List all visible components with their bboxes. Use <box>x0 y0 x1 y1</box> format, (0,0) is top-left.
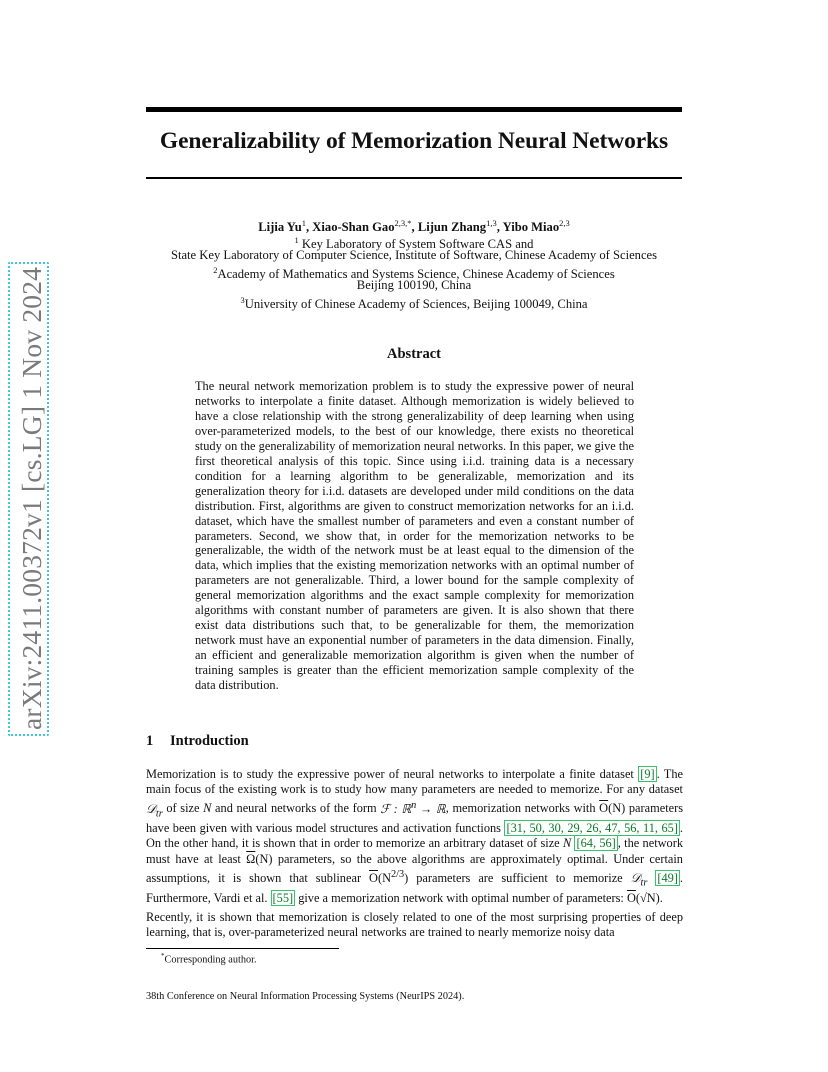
author-mark: 1,3 <box>486 218 497 228</box>
abstract-text: The neural network memorization problem is to study the expressive power of neural networks to interpolate a finite dataset. Although memorization is widely believed to have a close relationship with the strong generalizability of deep learning when using over-parameterized models, to the best of our knowledge, there exists no theoretical study on the generalizability of memorization neural networks. In this paper, we give the first theoretical analysis of this topic. Since using i.i.d. training data is a necessary condition for a learning algorithm to be generalizable, memorization and its generalization theory for i.i.d. datasets are developed under mild conditions on the data distribution. First, algorithms are given to construct memorization networks for an i.i.d. dataset, which have the smallest number of parameters and even a constant number of parameters. Second, we show that, in order for the memorization networks to be generalizable, the width of the network must be at least equal to the dimension of the data, which implies that the existing memorization networks with an optimal number of parameters are not generalizable. Third, a lower bound for the sample complexity of general memorization algorithms and the exact sample complexity for memorization algorithms with constant number of parameters are given. It is also shown that there exist data distributions such that, to be generalizable for them, the memorization network must have an exponential number of parameters in the data dimension. Finally, an efficient and generalizable memorization algorithm is given when the number of training samples is greater than the efficient memorization sample complexity of the data distribution. <box>195 379 634 693</box>
math-dataset: 𝒟$_{tr}$ <box>146 801 163 819</box>
affiliation-1-line-1: $^1$ Key Laboratory of System Software CAS and <box>294 235 534 252</box>
author-list: Lijia Yu$^1$, Xiao-Shan Gao$^{2,3,*}$, Lijun Zhang$^{1,3}$, Yibo Miao$^{2,3}$ <box>258 218 570 235</box>
intro-paragraph-2: Recently, it is shown that memorization is closely related to one of the most surprising properties of deep learning, that is, over-parameterized neural networks are trained to nearly memorize noisy data <box>146 910 683 940</box>
title-rule-top <box>146 107 682 112</box>
arxiv-stamp-box <box>8 262 49 736</box>
math-big-omega: $\overline{\Omega}(N)$ <box>246 851 273 866</box>
citation-link[interactable]: [55] <box>272 890 294 905</box>
affiliation-2-line-1: $^2$Academy of Mathematics and Systems Science, Chinese Academy of Sciences <box>213 265 615 282</box>
abstract-heading: Abstract <box>387 346 441 362</box>
title-rule-bottom <box>146 177 682 179</box>
author-name: Xiao-Shan Gao <box>312 220 395 235</box>
author-mark: 2,3 <box>559 218 570 228</box>
citation-link[interactable]: [9] <box>640 767 655 781</box>
citation-link[interactable]: [31, 50, 30, 29, 26, 47, 56, 11, 65] <box>506 821 678 836</box>
author-mark: 2,3,* <box>394 218 412 228</box>
arxiv-identifier[interactable]: arXiv:2411.00372v1 [cs.LG] 1 Nov 2024 <box>16 266 47 730</box>
affiliation-3: $^3$University of Chinese Academy of Sciences, Beijing 100049, China <box>240 295 588 312</box>
math-function: ℱ : ℝ$^n$ → ℝ <box>380 799 446 816</box>
intro-paragraph-1: Memorization is to study the expressive power of neural networks to interpolate a finite dataset [9] . The main focus of the existing work is to study how many parameters are needed to memorize. For any dataset 𝒟$_{tr}$ of size N and neural networks of the form ℱ : ℝ$^n$ → ℝ, memorization networks with $\overline{O}(N)$ parameters have been given with various model structures and activation functions [31, 50, 30, 29, 26, 47, 56, 11, 65] . On the other hand, it is shown that in order to memorize an arbitrary dataset of size N [64, 56] , the network must have at least $\overline{\Omega}(N)$ parameters, so the above algorithms are approximately optimal. Under certain assumptions, it is shown that sublinear $\overline{O}(N^{2/3})$ parameters are sufficient to memorize 𝒟$_{tr}$ [49] . Furthermore, Vardi et al. [55] give a memorization network with optimal number of parameters: $\overline{O}(√N)$. <box>146 767 684 905</box>
math-N: N <box>203 801 212 816</box>
affiliation-2-line-2: Beijing 100190, China <box>356 278 472 292</box>
author-name: Lijia Yu <box>258 220 302 235</box>
author-mark: 1 <box>301 218 306 228</box>
math-sublinear: $\overline{O}(N^{2/3})$ <box>369 868 409 885</box>
section-title: Introduction <box>170 733 249 749</box>
math-dataset: 𝒟$_{tr}$ <box>630 870 648 889</box>
affiliation-1-line-2: State Key Laboratory of Computer Science, Institute of Software, Chinese Academy of Sciences <box>170 248 658 262</box>
math-big-o: $\overline{O}(N)$ <box>599 801 626 816</box>
author-name: Yibo Miao <box>502 220 560 235</box>
author-name: Lijun Zhang <box>417 220 487 235</box>
venue-footer: 38th Conference on Neural Information Processing Systems (NeurIPS 2024). <box>146 991 465 1002</box>
citation-link[interactable]: [49] <box>657 870 678 885</box>
section-heading <box>146 733 249 750</box>
section-number: 1 <box>146 733 154 749</box>
math-sqrt: $\overline{O}(√N)$ <box>626 890 660 905</box>
footnote: *Corresponding author. <box>161 952 257 966</box>
math-N: N <box>562 836 572 851</box>
footnote-rule <box>146 948 339 949</box>
paper-title: Generalizability of Memorization Neural Networks <box>159 128 669 154</box>
citation-link[interactable]: [64, 56] <box>576 836 616 851</box>
